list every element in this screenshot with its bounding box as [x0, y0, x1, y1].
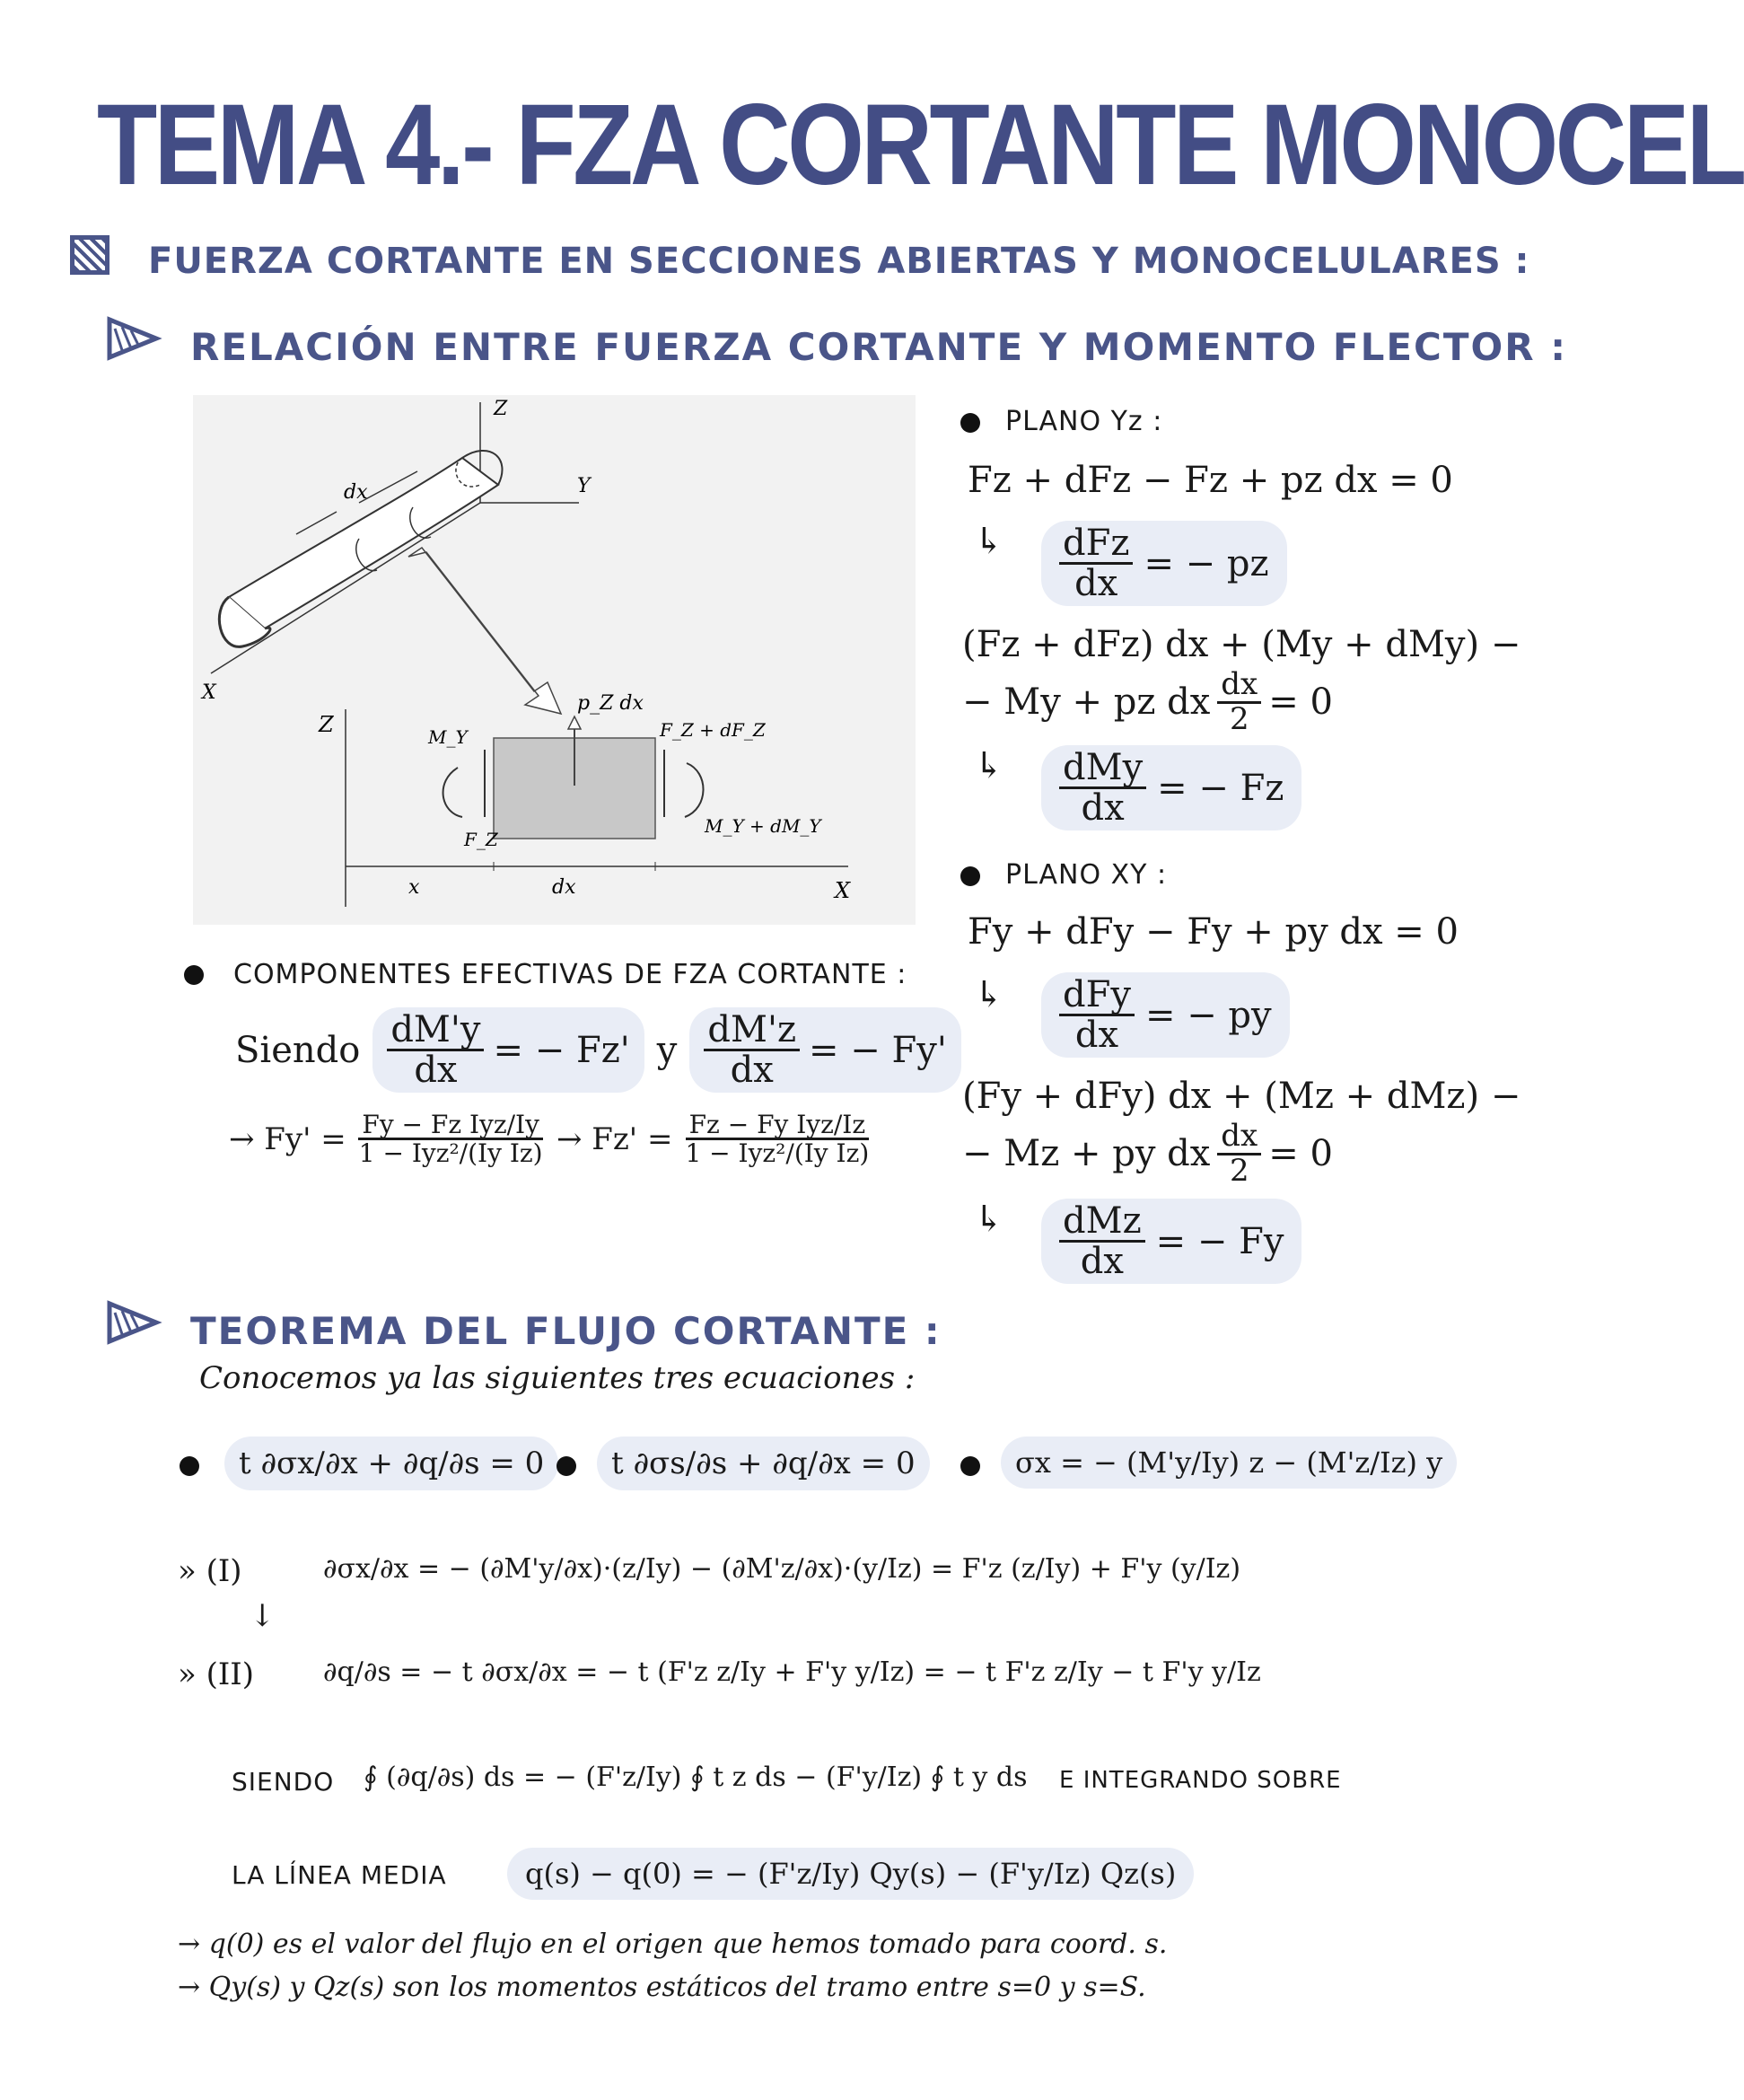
beam-figure: [193, 395, 916, 925]
bullet-eq-a: [180, 1456, 199, 1476]
result-arrow-icon: ↳: [974, 974, 1004, 1015]
plano-yz-result2: [1041, 745, 1301, 830]
componentes-label: COMPONENTES EFECTIVAS DE FZA CORTANTE :: [233, 959, 907, 990]
eq-II-label: » (II): [178, 1656, 254, 1692]
plano-xy-label: PLANO XY :: [1005, 859, 1168, 891]
fy-prime-formula: [229, 1112, 547, 1167]
equation-b: t ∂σs/∂s + ∂q/∂x = 0: [597, 1437, 930, 1490]
bullet-eq-b: [557, 1456, 576, 1476]
integrando-label: E INTEGRANDO SOBRE: [1059, 1767, 1342, 1794]
frac-num: Fy − Fz Iyz/Iy: [358, 1112, 543, 1140]
pz-dx-label: p_Z dx: [577, 692, 644, 715]
dx-label-lower: dx: [552, 876, 576, 899]
equation-c: σx = − (M'y/Iy) z − (M'z/Iz) y: [1001, 1437, 1457, 1489]
eq-part: − Mz + py dx: [962, 1133, 1211, 1175]
intro-text: Conocemos ya las siguientes tres ecuaciones :: [199, 1360, 916, 1396]
frac-num: dFz: [1059, 524, 1133, 565]
frac-num: dFy: [1059, 976, 1135, 1016]
eq-part: − My + pz dx: [962, 681, 1211, 724]
section-heading-fuerza-cortante: FUERZA CORTANTE EN SECCIONES ABIERTAS Y MONOCELULARES :: [148, 241, 1530, 282]
eq-rhs: = − Fz': [493, 1029, 630, 1071]
result-arrow-icon: ↳: [974, 745, 1004, 786]
note-momentos: → Qy(s) y Qz(s) son los momentos estáticos del tramo entre s=0 y s=S.: [178, 1972, 1146, 2003]
frac-num: dx: [1217, 1120, 1261, 1155]
frac-den: dx: [1080, 1241, 1124, 1282]
triangle-bullet-icon: [106, 1300, 160, 1345]
down-arrow-icon: ↓: [250, 1598, 276, 1634]
siendo-row: [235, 1007, 961, 1093]
bullet-plano-yz: [960, 413, 980, 433]
plano-yz-eq1: Fz + dFz − Fz + pz dx = 0: [968, 460, 1453, 501]
my-dmy-label: M_Y + dM_Y: [705, 815, 821, 837]
result-arrow-icon: ↳: [974, 1199, 1004, 1240]
plano-xy-result1: [1041, 972, 1290, 1058]
axis-label-z-lower: Z: [319, 712, 334, 737]
flujo-result: q(s) − q(0) = − (F'z/Iy) Qy(s) − (F'y/Iz) Qz(s): [507, 1848, 1194, 1900]
axis-label-x-lower: X: [835, 878, 851, 903]
section-heading-relacion: RELACIÓN ENTRE FUERZA CORTANTE Y MOMENTO FLECTOR :: [190, 325, 1567, 369]
frac-num: dM'z: [704, 1011, 800, 1051]
eq-rhs: = 0: [1268, 1133, 1333, 1175]
equation-a: t ∂σx/∂x + ∂q/∂s = 0: [224, 1437, 558, 1490]
siendo-label: SIENDO: [232, 1767, 335, 1797]
frac-den: dx: [1074, 1015, 1119, 1056]
x-label-lower: x: [408, 876, 420, 899]
eq-I: ∂σx/∂x = − (∂M'y/∂x)·(z/Iy) − (∂M'z/∂x)·(y/Iz) = F'z (z/Iy) + F'y (y/Iz): [323, 1553, 1241, 1585]
fz-prime-formula: [557, 1112, 872, 1167]
bullet-plano-xy: [960, 866, 980, 886]
eq-I-label: » (I): [178, 1553, 242, 1589]
frac-num: dMz: [1059, 1202, 1145, 1243]
linea-media-label: LA LÍNEA MEDIA: [232, 1860, 447, 1890]
frac-den: 2: [1229, 1152, 1249, 1189]
fz-dfz-label: F_Z + dF_Z: [660, 719, 766, 741]
frac-den: 1 − Iyz²/(Iy Iz): [358, 1138, 543, 1169]
plano-yz-result1: [1041, 521, 1287, 606]
note-q0: → q(0) es el valor del flujo en el origen que hemos tomado para coord. s.: [178, 1929, 1168, 1960]
eq-II: ∂q/∂s = − t ∂σx/∂x = − t (F'z z/Iy + F'y y/Iz) = − t F'z z/Iy − t F'y y/Iz: [323, 1656, 1261, 1688]
result-arrow-icon: ↳: [974, 521, 1004, 562]
plano-yz-label: PLANO Yz :: [1005, 406, 1163, 437]
plano-xy-eq1: Fy + dFy − Fy + py dx = 0: [968, 911, 1459, 953]
result-rhs: = − pz: [1144, 542, 1269, 584]
bullet-componentes: [184, 965, 204, 985]
plano-yz-eq2b: [962, 666, 1333, 737]
triangle-bullet-icon: [106, 316, 160, 361]
fz-lhs: → Fz' =: [557, 1120, 673, 1157]
axis-label-x: X: [202, 681, 216, 704]
frac-den: dx: [1074, 563, 1118, 604]
my-label: M_Y: [428, 726, 468, 748]
frac-den: 1 − Iyz²/(Iy Iz): [685, 1138, 870, 1169]
frac-num: Fz − Fy Iyz/Iz: [686, 1112, 869, 1140]
axis-label-y: Y: [577, 475, 591, 497]
plano-xy-eq2a: (Fy + dFy) dx + (Mz + dMz) −: [962, 1076, 1521, 1117]
frac-num: dM'y: [387, 1011, 484, 1051]
frac-den: dx: [730, 1050, 774, 1091]
fy-lhs: → Fy' =: [229, 1120, 346, 1157]
plano-xy-eq2b: [962, 1120, 1333, 1187]
eq-rhs: = 0: [1268, 681, 1333, 724]
bullet-eq-c: [960, 1456, 980, 1476]
result-rhs: = − Fy: [1155, 1220, 1284, 1262]
result-rhs: = − py: [1144, 994, 1272, 1036]
frac-den: dx: [414, 1050, 458, 1091]
siendo-text: Siendo: [235, 1029, 361, 1071]
square-bullet-icon: [70, 235, 110, 275]
frac-num: dx: [1217, 669, 1261, 704]
axis-label-z: Z: [494, 398, 508, 420]
fz-label: F_Z: [464, 829, 498, 850]
dx-label-top: dx: [344, 481, 368, 504]
y-conjunction: y: [656, 1029, 678, 1071]
section-heading-teorema: TEOREMA DEL FLUJO CORTANTE :: [190, 1309, 942, 1353]
result-rhs: = − Fz: [1157, 767, 1284, 809]
siendo-integral: ∮ (∂q/∂s) ds = − (F'z/Iy) ∮ t z ds − (F'y/Iz) ∮ t y ds: [364, 1762, 1028, 1793]
frac-den: 2: [1229, 700, 1249, 737]
frac-num: dMy: [1059, 749, 1146, 789]
eq-rhs: = − Fy': [809, 1029, 947, 1071]
frac-den: dx: [1081, 787, 1125, 829]
page-title: TEMA 4.- FZA CORTANTE MONOCEL: [97, 81, 1744, 209]
plano-xy-result2: [1041, 1199, 1301, 1284]
plano-yz-eq2a: (Fz + dFz) dx + (My + dMy) −: [962, 624, 1521, 665]
